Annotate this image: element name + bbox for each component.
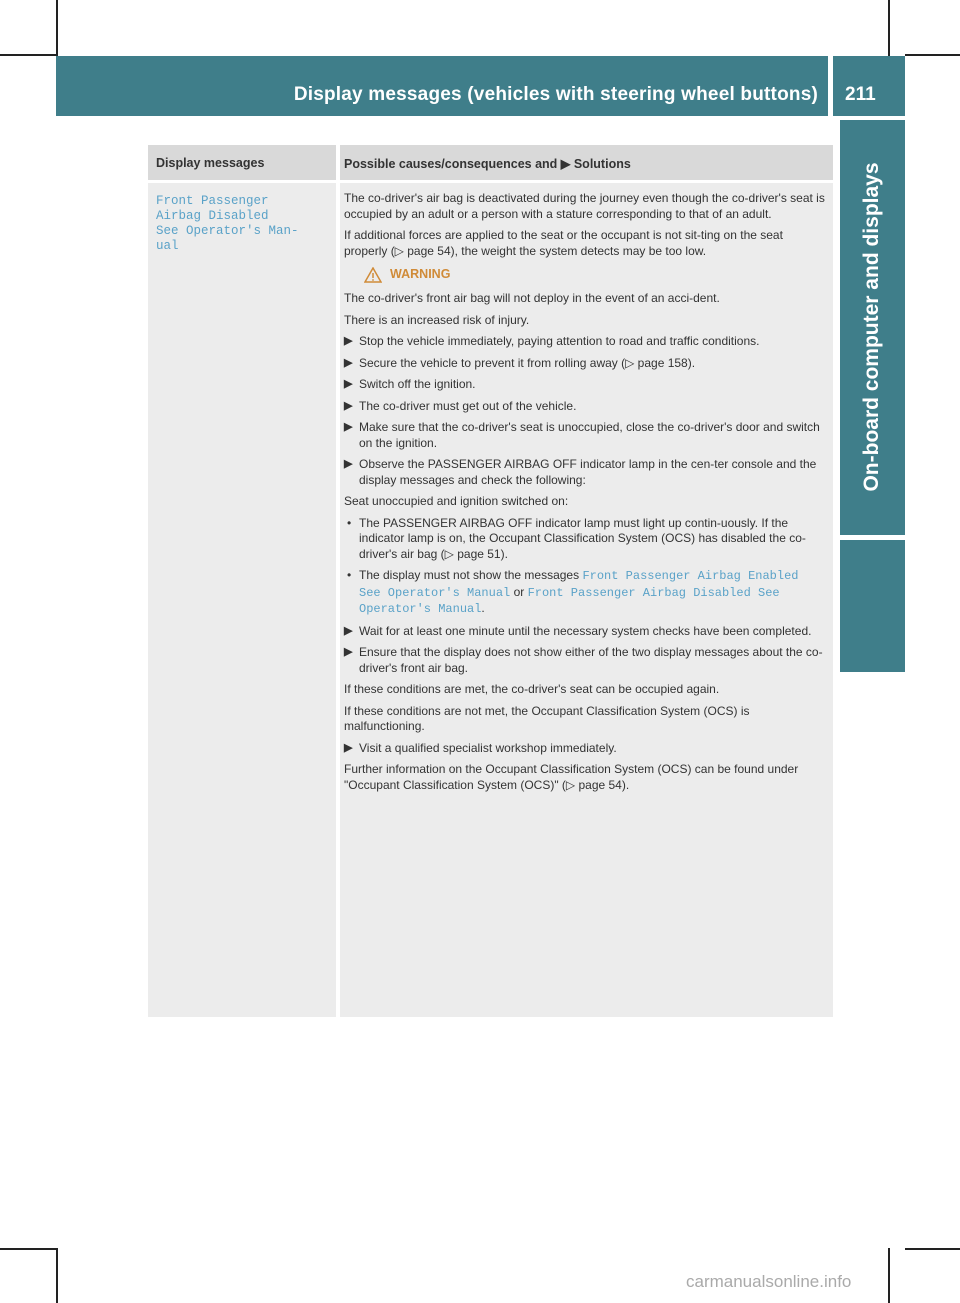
bullet-icon: • [347, 568, 352, 582]
paragraph: The co-driver's front air bag will not deploy in the event of an acci-dent. [344, 291, 720, 305]
display-message: Front Passenger Airbag Disabled See Operator's Man- ual [156, 194, 299, 253]
crop-mark [56, 1248, 58, 1303]
column-divider [336, 145, 340, 180]
page-title: Display messages (vehicles with steering wheel buttons) [293, 84, 818, 105]
column-divider [336, 180, 340, 1017]
instruction-step: ▶ Wait for at least one minute until the necessary system checks have been completed. [344, 623, 812, 638]
arrow-right-icon: ▶ [344, 335, 353, 347]
instruction-step: ▶ Visit a qualified specialist workshop immediately. [344, 740, 617, 755]
row-separator [148, 180, 833, 183]
paragraph: If additional forces are applied to the seat or the occupant is not sit-ting on the seat properly (▷ page 54), the weight the system detects may be too low. [344, 228, 783, 258]
crop-mark [0, 1248, 56, 1250]
instruction-step: ▶ Observe the PASSENGER AIRBAG OFF indicator lamp in the cen-ter console and the display messages and check the following: [344, 457, 817, 487]
crop-mark [0, 54, 56, 56]
display-message-ref: Front Passenger Airbag Disabled See Operator's Manual [359, 585, 780, 616]
watermark: carmanualsonline.info [686, 1272, 852, 1291]
crop-mark [56, 0, 58, 56]
arrow-right-icon: ▶ [344, 646, 353, 658]
paragraph: Seat unoccupied and ignition switched on: [344, 494, 569, 508]
bullet-icon: • [347, 515, 352, 530]
bullet-item: • The PASSENGER AIRBAG OFF indicator lamp must light up contin-uously. If the indicator lamp is on, the Occupant Classification System (OCS) has disabled the co-driver's air bag (▷ page 51). [347, 515, 806, 561]
instruction-step: ▶ Stop the vehicle immediately, paying attention to road and traffic conditions. [344, 334, 760, 348]
paragraph: There is an increased risk of injury. [344, 312, 530, 327]
page-header [56, 56, 828, 116]
crop-mark [888, 1248, 890, 1303]
chapter-marker [840, 540, 905, 672]
crop-mark [905, 54, 960, 56]
arrow-right-icon: ▶ [344, 741, 353, 754]
paragraph: The co-driver's air bag is deactivated during the journey even though the co-driver's seat is occupied by an adult or a person with a stature corresponding to that of an adult. [344, 191, 825, 221]
page-number: 211 [845, 84, 876, 105]
arrow-right-icon: ▶ [344, 356, 353, 369]
solutions-cell [344, 191, 826, 799]
arrow-right-icon: ▶ [344, 399, 353, 412]
arrow-right-icon: ▶ [344, 421, 353, 433]
warning-heading [364, 267, 826, 283]
column-header-solutions: Possible causes/consequences and ▶ Solutions [344, 157, 631, 171]
warning-label: WARNING [390, 267, 451, 282]
instruction-step: ▶ Ensure that the display does not show either of the two display messages about the co-driver's front air bag. [344, 645, 823, 675]
instruction-step: ▶ The co-driver must get out of the vehicle. [344, 398, 577, 413]
page-number-box [833, 56, 905, 116]
chapter-tab-label: On-board computer and displays [860, 162, 883, 492]
table-header-row [148, 145, 833, 180]
paragraph: Further information on the Occupant Classification System (OCS) can be found under "Occupant Classification System (OCS)" (▷ page 54). [344, 762, 799, 792]
crop-mark [888, 0, 890, 56]
paragraph: If these conditions are met, the co-driver's seat can be occupied again. [344, 682, 720, 696]
bullet-item: • The display must not show the messages Front Passenger Airbag Enabled See Operator's Manual or Front Passenger Airbag Disabled See Operator's Manual. [347, 568, 799, 616]
warning-triangle-icon [364, 267, 382, 283]
arrow-right-icon: ▶ [344, 458, 353, 470]
display-messages-table [148, 145, 833, 1017]
arrow-right-icon: ▶ [344, 624, 353, 637]
column-header-messages: Display messages [156, 156, 265, 170]
display-message-ref: Front Passenger Airbag Enabled See Operator's Manual [359, 569, 799, 600]
arrow-right-icon: ▶ [344, 378, 353, 390]
instruction-step: ▶ Secure the vehicle to prevent it from rolling away (▷ page 158). [344, 355, 696, 370]
paragraph: If these conditions are not met, the Occupant Classification System (OCS) is malfunctioning. [344, 703, 750, 733]
instruction-step: ▶ Switch off the ignition. [344, 377, 476, 391]
instruction-step: ▶ Make sure that the co-driver's seat is unoccupied, close the co-driver's door and switch on the ignition. [344, 420, 820, 450]
crop-mark [905, 1248, 960, 1250]
